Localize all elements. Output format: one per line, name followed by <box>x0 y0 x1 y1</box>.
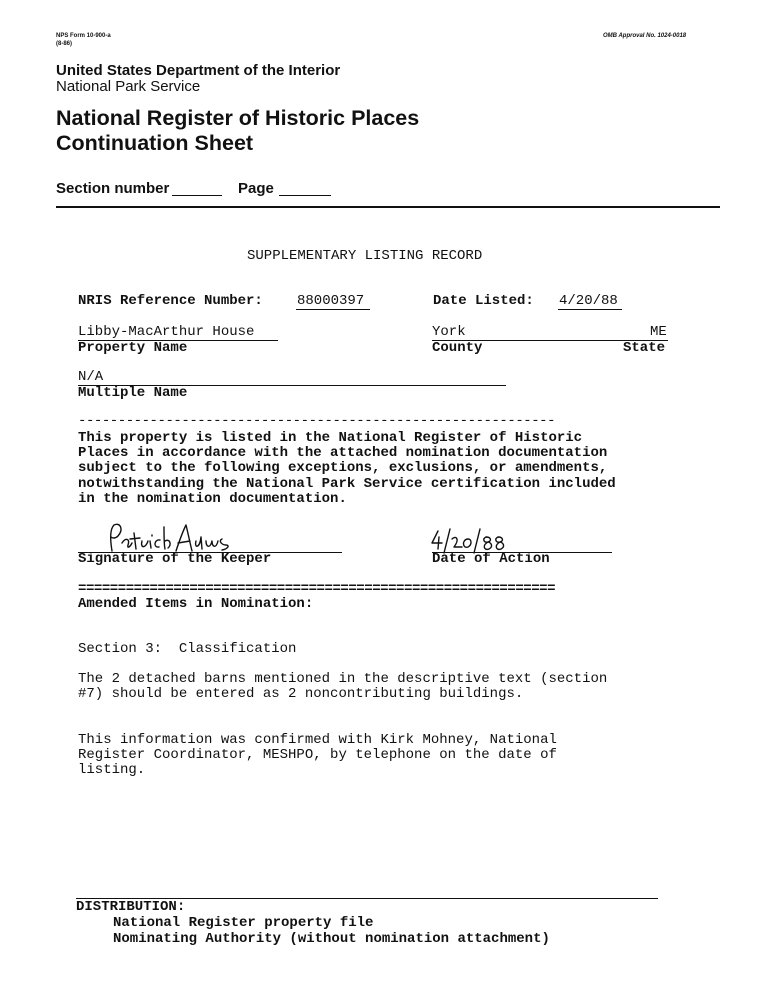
statement-line: Places in accordance with the attached nomination documentation <box>78 445 608 462</box>
date-listed-underline <box>558 309 622 310</box>
statement-line: in the nomination documentation. <box>78 490 347 507</box>
page-label: Page <box>238 180 274 197</box>
amended-heading: Amended Items in Nomination: <box>78 596 314 612</box>
paragraph-line: #7) should be entered as 2 noncontributing buildings. <box>78 686 524 703</box>
barns-paragraph <box>78 672 607 702</box>
record-heading: SUPPLEMENTARY LISTING RECORD <box>247 248 483 264</box>
omb-approval: OMB Approval No. 1024-0018 <box>603 33 687 39</box>
form-number: NPS Form 10-900-a <box>56 33 111 39</box>
header-divider <box>56 206 720 208</box>
section-number-label: Section number <box>56 180 170 197</box>
dash-divider: ------------------------------------------------------------ <box>78 413 556 429</box>
page-blank <box>279 195 331 196</box>
multiple-name-value: N/A <box>78 369 104 385</box>
signature-label: Signature of the Keeper <box>78 551 272 567</box>
paragraph-line: The 2 detached barns mentioned in the descriptive text (section <box>78 671 608 687</box>
property-name-value: Libby-MacArthur House <box>78 324 255 340</box>
paragraph-line: listing. <box>78 762 146 779</box>
statement-line: This property is listed in the National Register of Historic <box>78 430 583 446</box>
paragraph-line: This information was confirmed with Kirk Mohney, National <box>78 732 557 748</box>
county-label: County <box>432 340 483 356</box>
statement-line: notwithstanding the National Park Service certification included <box>78 475 616 492</box>
county-value: York <box>432 324 466 340</box>
service-name: National Park Service <box>56 78 201 95</box>
state-value: ME <box>650 324 667 340</box>
form-revision: (8-86) <box>56 41 73 47</box>
date-listed-value: 4/20/88 <box>559 293 618 309</box>
page-subtitle: Continuation Sheet <box>56 131 254 155</box>
date-of-action-label: Date of Action <box>432 551 550 567</box>
paragraph-line: Register Coordinator, MESHPO, by telephone on the date of <box>78 747 557 764</box>
distribution-item: National Register property file <box>113 915 374 931</box>
nris-label: NRIS Reference Number: <box>78 293 263 309</box>
equals-divider: ============================================================ <box>78 581 556 597</box>
listing-statement <box>78 431 616 507</box>
nris-value: 88000397 <box>297 293 365 309</box>
department-name: United States Department of the Interior <box>56 62 341 79</box>
date-listed-label: Date Listed: <box>433 293 534 309</box>
distribution-heading: DISTRIBUTION: <box>76 899 186 915</box>
distribution-item: Nominating Authority (without nomination attachment) <box>113 931 550 947</box>
confirmation-paragraph <box>78 733 557 779</box>
section-3-line: Section 3: Classification <box>78 641 297 657</box>
page-title: National Register of Historic Places <box>56 106 420 130</box>
section-number-blank <box>172 195 222 196</box>
state-label: State <box>623 340 666 356</box>
property-name-label: Property Name <box>78 340 188 356</box>
multiple-name-label: Multiple Name <box>78 385 188 401</box>
nris-underline <box>296 309 370 310</box>
statement-line: subject to the following exceptions, exclusions, or amendments, <box>78 460 608 477</box>
